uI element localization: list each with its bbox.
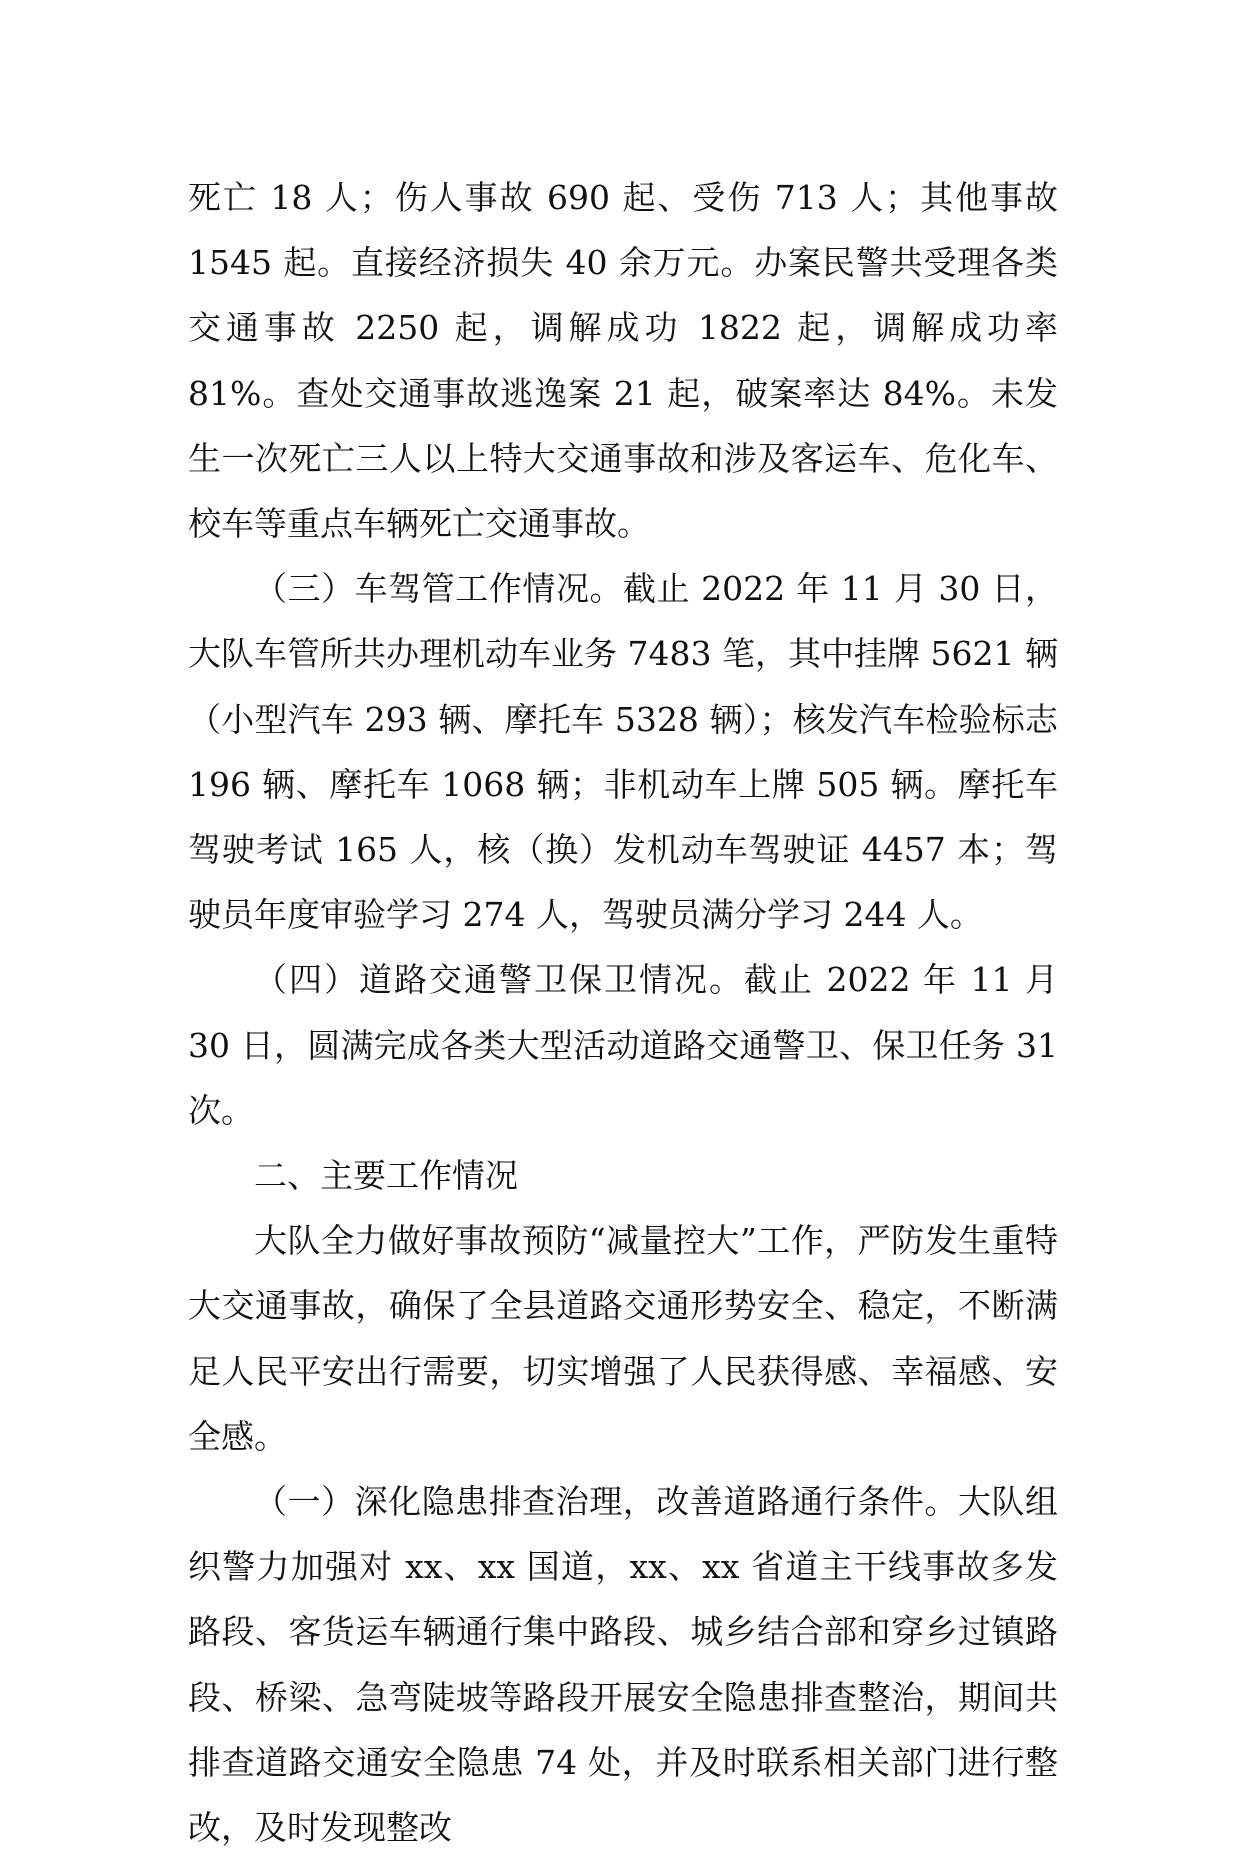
paragraph-traffic-security: （四）道路交通警卫保卫情况。截止 2022 年 11 月 30 日，圆满完成各类大型活动道路交通警卫、保卫任务 31 次。 xyxy=(188,960,1058,1130)
body-text xyxy=(188,165,1058,1860)
paragraph-vehicle-management: （三）车驾管工作情况。截止 2022 年 11 月 30 日，大队车管所共办理机动车业务 7483 笔，其中挂牌 5621 辆（小型汽车 293 辆、摩托车 5328 辆）；核发汽车检验标志 196 辆、摩托车 1068 辆；非机动车上牌 505 辆。摩托车驾驶考试 165 人，核（换）发机动车驾驶证 4457 本；驾驶员年度审验学习 274 人，驾驶员满分学习 244 人。 xyxy=(188,569,1058,935)
paragraph-hazard-inspection: （一）深化隐患排查治理，改善道路通行条件。大队组织警力加强对 xx、xx 国道，xx、xx 省道主干线事故多发路段、客货运车辆通行集中路段、城乡结合部和穿乡过镇路段、桥梁、急弯陡坡等路段开展安全隐患排查整治，期间共排查道路交通安全隐患 74 处，并及时联系相关部门进行整改，及时发现整改 xyxy=(188,1482,1058,1848)
paragraph-accident-stats: 死亡 18 人；伤人事故 690 起、受伤 713 人；其他事故 1545 起。直接经济损失 40 余万元。办案民警共受理各类交通事故 2250 起，调解成功 1822 起，调解成功率 81%。查处交通事故逃逸案 21 起，破案率达 84%。未发生一次死亡三人以上特大交通事故和涉及客运车、危化车、校车等重点车辆死亡交通事故。 xyxy=(188,178,1058,544)
paragraph-accident-prevention: 大队全力做好事故预防“减量控大”工作，严防发生重特大交通事故，确保了全县道路交通形势安全、稳定，不断满足人民平安出行需要，切实增强了人民获得感、幸福感、安全感。 xyxy=(188,1221,1058,1456)
section-heading-main-work: 二、主要工作情况 xyxy=(254,1156,518,1196)
